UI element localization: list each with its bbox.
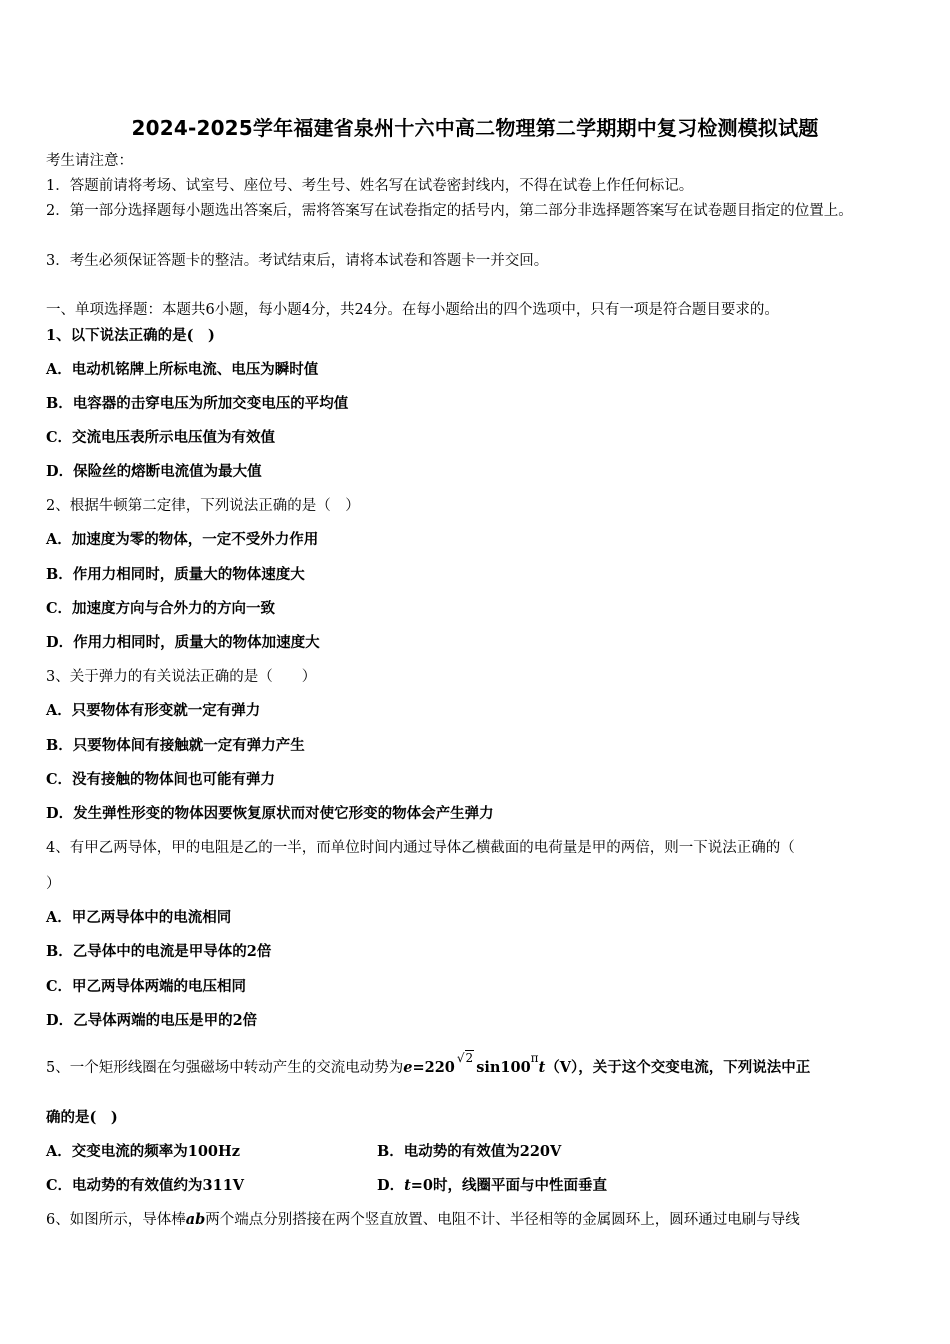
question-3-option-d: D．发生弹性形变的物体因要恢复原状而对使它形变的物体会产生弹力 [46, 805, 494, 822]
question-4-option-d: D．乙导体两端的电压是甲的2倍 [46, 1012, 258, 1029]
emf-symbol: e [403, 1059, 413, 1076]
question-3-option-b: B．只要物体间有接触就一定有弹力产生 [46, 737, 305, 754]
question-2-stem: 2、根据牛顿第二定律，下列说法正确的是（ ） [46, 498, 360, 514]
notice-item-1: 1．答题前请将考场、试室号、座位号、考生号、姓名写在试卷密封线内，不得在试卷上作任何标记。 [46, 178, 694, 194]
notice-item-2: 2．第一部分选择题每小题选出答案后，需将答案写在试卷指定的括号内，第二部分非选择题答案写在试卷题目指定的位置上。 [46, 203, 853, 219]
exam-title: 2024-2025学年福建省泉州十六中高二物理第二学期期中复习检测模拟试题 [131, 116, 819, 140]
question-4-option-c: C．甲乙两导体两端的电压相同 [46, 978, 247, 995]
question-4-option-a: A．甲乙两导体中的电流相同 [46, 909, 232, 926]
rod-label: ab [185, 1211, 206, 1228]
question-2-option-d: D．作用力相同时，质量大的物体加速度大 [46, 634, 320, 651]
question-5-option-b: B．电动势的有效值为220V [377, 1143, 562, 1160]
section-heading: 一、单项选择题：本题共6小题，每小题4分，共24分。在每小题给出的四个选项中，只有一项是符合题目要求的。 [46, 302, 779, 318]
question-2-option-b: B．作用力相同时，质量大的物体速度大 [46, 566, 305, 583]
question-3-stem: 3、关于弹力的有关说法正确的是（ ） [46, 669, 317, 685]
emf-amplitude: =220 [412, 1059, 455, 1076]
question-2-option-a: A．加速度为零的物体，一定不受外力作用 [46, 531, 319, 548]
question-5-option-c: C．电动势的有效值约为311V [46, 1177, 245, 1194]
question-3-option-c: C．没有接触的物体间也可能有弹力 [46, 771, 276, 788]
sqrt-2: √2 [456, 1051, 474, 1065]
pi-symbol: π [530, 1051, 539, 1065]
question-5-option-a: A．交变电流的频率为100Hz [46, 1143, 240, 1160]
question-4-stem: 4、有甲乙两导体，甲的电阻是乙的一半，而单位时间内通过导体乙横截面的电荷量是甲的两倍，则一下说法正确的（ [46, 840, 795, 856]
question-4-option-b: B．乙导体中的电流是甲导体的2倍 [46, 943, 272, 960]
notice-item-3: 3．考生必须保证答题卡的整洁。考试结束后，请将本试卷和答题卡一并交回。 [46, 253, 549, 269]
question-1-option-b: B．电容器的击穿电压为所加交变电压的平均值 [46, 395, 349, 412]
question-1-option-a: A．电动机铭牌上所标电流、电压为瞬时值 [46, 361, 319, 378]
question-1-stem: 1、以下说法正确的是( ) [46, 327, 215, 344]
time-symbol: t [538, 1059, 546, 1076]
question-1-option-c: C．交流电压表所示电压值为有效值 [46, 429, 276, 446]
notice-heading: 考生请注意： [46, 153, 133, 169]
question-5-option-d: D．t=0时，线圈平面与中性面垂直 [377, 1177, 608, 1194]
question-5-stem-text: 5、一个矩形线圈在匀强磁场中转动产生的交流电动势为 [46, 1060, 404, 1076]
question-5-stem [46, 1051, 811, 1078]
question-5-stem-cont: 确的是( ) [46, 1109, 118, 1126]
question-2-option-c: C．加速度方向与合外力的方向一致 [46, 600, 276, 617]
question-3-option-a: A．只要物体有形变就一定有弹力 [46, 702, 261, 719]
question-6-stem: 6、如图所示，导体棒ab两个端点分别搭接在两个竖直放置、电阻不计、半径相等的金属圆环上，圆环通过电刷与导线 [46, 1211, 800, 1228]
sin-term: sin100 [476, 1059, 531, 1076]
question-4-stem-cont: ） [46, 876, 61, 892]
question-5-stem-tail: （V），关于这个交变电流，下列说法中正 [545, 1059, 811, 1076]
question-1-option-d: D．保险丝的熔断电流值为最大值 [46, 463, 262, 480]
